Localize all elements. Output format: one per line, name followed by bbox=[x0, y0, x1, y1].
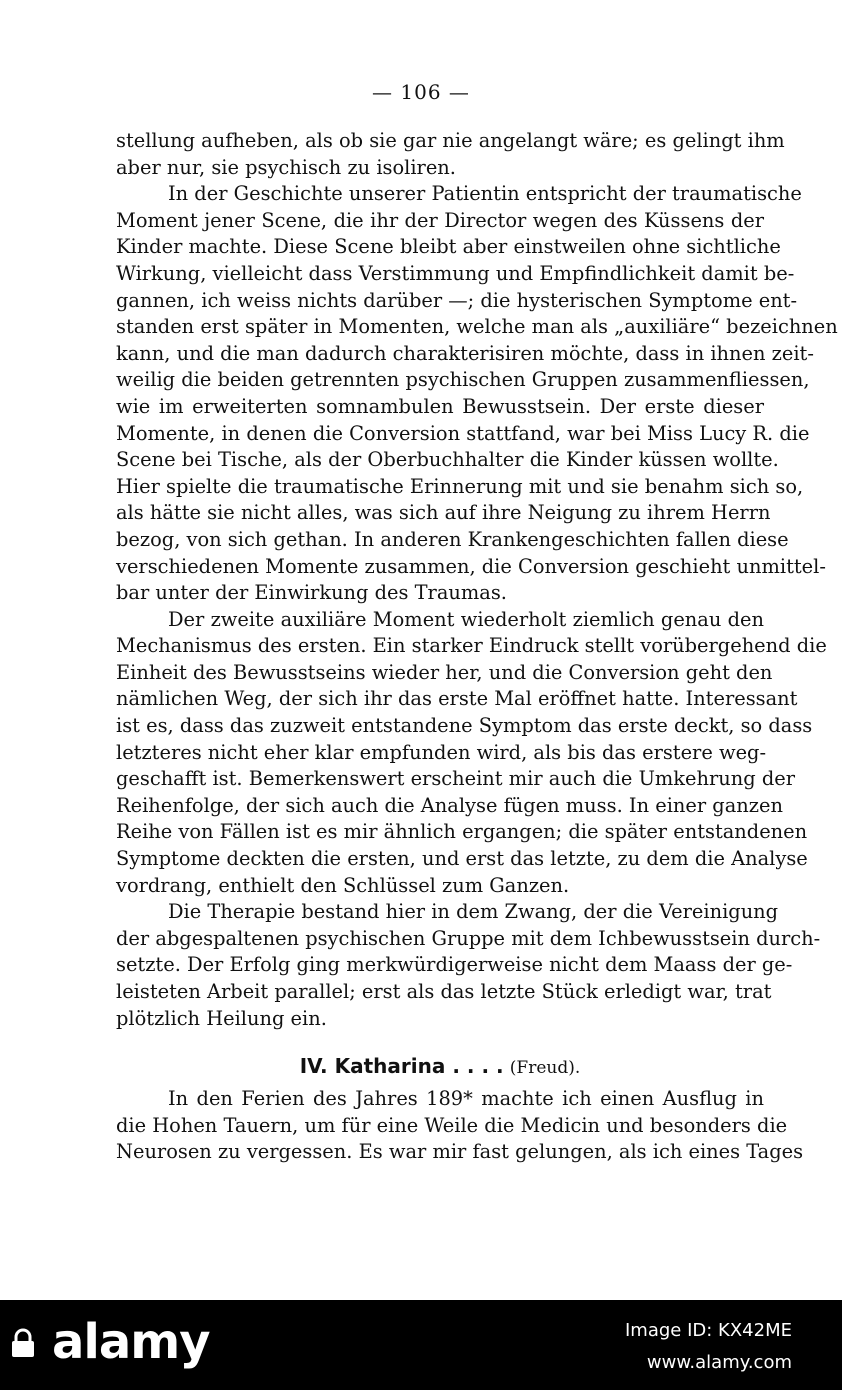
text-line: In der Geschichte unserer Patientin entspricht der traumatische bbox=[168, 182, 802, 206]
text-line: Wirkung, vielleicht dass Verstimmung und Empfindlichkeit damit be- bbox=[116, 261, 795, 285]
chapter-author: (Freud). bbox=[509, 1058, 581, 1079]
text-line: setzte. Der Erfolg ging merkwürdigerweise nicht dem Maass der ge- bbox=[116, 953, 793, 977]
text-line: Symptome deckten die ersten, und erst das letzte, zu dem die Analyse bbox=[116, 847, 808, 871]
page-number: — 106 — bbox=[372, 80, 470, 104]
text-line: Kinder machte. Diese Scene bleibt aber einstweilen ohne sichtliche bbox=[116, 235, 781, 259]
text-line: bezog, von sich gethan. In anderen Krankengeschichten fallen diese bbox=[116, 527, 789, 551]
text-line: Reihe von Fällen ist es mir ähnlich ergangen; die später entstandenen bbox=[116, 820, 808, 844]
text-line: wie im erweiterten somnambulen Bewusstsein. Der erste dieser bbox=[116, 394, 764, 418]
text-line: Einheit des Bewusstseins wieder her, und die Conversion geht den bbox=[116, 660, 773, 684]
padlock-icon bbox=[10, 1328, 36, 1358]
text-line: Die Therapie bestand hier in dem Zwang, der die Vereinigung bbox=[168, 900, 779, 924]
text-line: Mechanismus des ersten. Ein starker Eindruck stellt vorübergehend die bbox=[116, 634, 827, 658]
text-line: In den Ferien des Jahres 189* machte ich einen Ausflug in bbox=[168, 1087, 764, 1111]
text-line: geschafft ist. Bemerkenswert erscheint mir auch die Umkehrung der bbox=[116, 767, 795, 791]
text-line: Moment jener Scene, die ihr der Director wegen des Küssens der bbox=[116, 208, 764, 232]
paragraph bbox=[116, 607, 827, 900]
paragraphs bbox=[116, 128, 838, 1044]
paragraph bbox=[116, 128, 785, 181]
text-line: Neurosen zu vergessen. Es war mir fast gelungen, als ich eines Tages bbox=[116, 1140, 804, 1164]
text-line: weilig die beiden getrennten psychischen Gruppen zusammenfliessen, bbox=[116, 368, 810, 392]
text-line: standen erst später in Momenten, welche man als „auxiliäre“ bezeichnen bbox=[116, 315, 838, 339]
text-line: stellung aufheben, als ob sie gar nie angelangt wäre; es gelingt ihm bbox=[116, 129, 785, 152]
chapter-title: IV. Katharina . . . . bbox=[299, 1054, 504, 1079]
watermark-banner bbox=[0, 1300, 842, 1390]
text-line: letzteres nicht eher klar empfunden wird, als bis das erstere weg- bbox=[116, 740, 767, 764]
watermark-logo: alamy bbox=[52, 1314, 210, 1370]
text-line: leisteten Arbeit parallel; erst als das letzte Stück erledigt war, trat bbox=[116, 980, 772, 1003]
text-line: ist es, dass das zuzweit entstandene Symptom das erste deckt, so dass bbox=[116, 714, 813, 738]
text-line: verschiedenen Momente zusammen, die Conversion geschieht unmittel- bbox=[116, 554, 826, 578]
site-url: www.alamy.com bbox=[646, 1352, 792, 1373]
text-line: als hätte sie nicht alles, was sich auf ihre Neigung zu ihrem Herrn bbox=[116, 501, 771, 525]
text-line: kann, und die man dadurch charakterisiren möchte, dass in ihnen zeit- bbox=[116, 341, 814, 365]
text-line: aber nur, sie psychisch zu isoliren. bbox=[116, 155, 456, 179]
text-line: gannen, ich weiss nichts darüber —; die hysterischen Symptome ent- bbox=[116, 288, 798, 312]
final-paragraph bbox=[116, 1086, 804, 1166]
text-line: plötzlich Heilung ein. bbox=[116, 1006, 327, 1030]
text-line: Momente, in denen die Conversion stattfand, war bei Miss Lucy R. die bbox=[116, 421, 810, 445]
text-line: die Hohen Tauern, um für eine Weile die Medicin und besonders die bbox=[116, 1113, 788, 1137]
text-line: bar unter der Einwirkung des Traumas. bbox=[116, 581, 507, 605]
chapter-heading bbox=[116, 1046, 764, 1086]
paragraph bbox=[116, 181, 838, 607]
text-line: der abgespaltenen psychischen Gruppe mit dem Ichbewusstsein durch- bbox=[116, 926, 821, 950]
paragraph bbox=[116, 899, 821, 1032]
body-text bbox=[116, 128, 838, 1166]
text-line: nämlichen Weg, der sich ihr das erste Mal eröffnet hatte. Interessant bbox=[116, 687, 798, 711]
text-line: Scene bei Tische, als der Oberbuchhalter die Kinder küssen wollte. bbox=[116, 448, 779, 472]
image-id: Image ID: KX42ME bbox=[625, 1320, 792, 1341]
text-line: Reihenfolge, der sich auch die Analyse fügen muss. In einer ganzen bbox=[116, 793, 783, 817]
text-line: Der zweite auxiliäre Moment wiederholt ziemlich genau den bbox=[168, 607, 764, 631]
text-line: vordrang, enthielt den Schlüssel zum Ganzen. bbox=[116, 873, 570, 897]
text-line: Hier spielte die traumatische Erinnerung mit und sie benahm sich so, bbox=[116, 474, 804, 498]
